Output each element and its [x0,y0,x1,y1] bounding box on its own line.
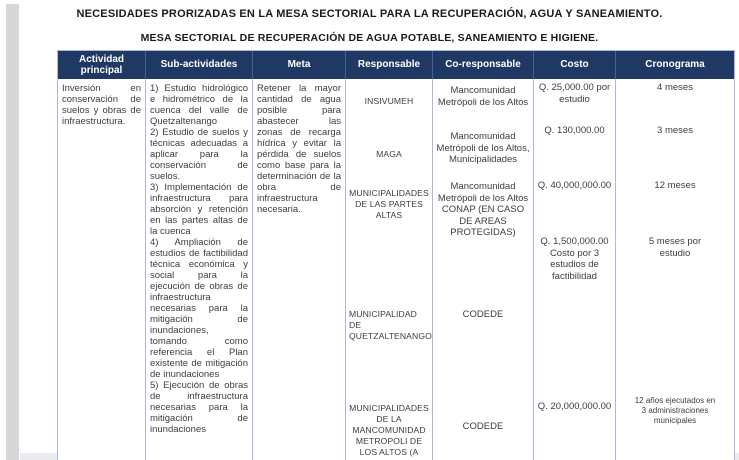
header-actividad-principal: Actividad principal [58,51,146,79]
header-costo: Costo [534,51,616,79]
header-cronograma: Cronograma [645,59,705,71]
cell-cronograma [616,79,734,460]
document-subtitle: MESA SECTORIAL DE RECUPERACIÓN DE AGUA POTABLE, SANEAMIENTO E HIGIENE. [140,32,599,44]
co-responsable-2: Mancomunidad Metrópoli de los Altos, Municipalidades [436,131,530,165]
co-responsable-4: CODEDE [462,309,504,320]
document-title: NECESIDADES PRORIZADAS EN LA MESA SECTORIAL PARA LA RECUPERACIÓN, AGUA Y SANEAMIENTO. [76,8,663,20]
sub-actividad-1: 1) Estudio hidrológico e hidrométrico de la cuenca del valle de Quetzaltenango [150,83,248,127]
sub-actividad-2: 2) Estudio de suelos y técnicas adecuadas a aplicar para la conservación de suelos. [150,127,248,182]
document-titles [0,8,739,44]
responsable-insivumeh: INSIVUMEH [364,96,414,106]
sub-actividades-list [150,83,248,435]
header-sub-actividades: Sub-actividades [146,51,253,79]
cronograma-4: 5 meses por estudio [648,236,702,259]
meta-text: Retener la mayor cantidad de agua posible para abastecer las zonas de recarga hídrica y evitar la pérdida de suelos como base para la determinación de la obra de infraestructura necesaria. [257,83,341,215]
costo-5: Q. 20,000,000.00 [537,401,612,412]
responsable-maga: MAGA [376,149,402,159]
priorities-table [57,50,735,460]
responsable-municipalidad-quetzaltenango: MUNICIPALIDAD DE QUETZALTENANGO [349,309,432,341]
responsable-mancomunidad-metropoli: MUNICIPALIDADES DE LA MANCOMUNIDAD METROPOLI DE LOS ALTOS (A [349,403,429,457]
table-header-row [58,51,734,79]
costo-1: Q. 25,000.00 por estudio [538,82,611,105]
cronograma-1: 4 meses [657,82,693,93]
header-co-responsable: Co-responsable [433,51,534,79]
costo-4: Q. 1,500,000.00 Costo por 3 estudios de factibilidad [540,236,609,282]
sub-actividad-3: 3) Implementación de infraestructura para absorción y retención en las partes altas de la cuenca [150,182,248,237]
costo-2: Q. 130,000.00 [544,125,605,136]
cronograma-2: 3 meses [657,125,693,136]
co-responsable-3: Mancomunidad Metrópoli de los Altos CONAP (EN CASO DE AREAS PROTEGIDAS) [437,181,529,238]
cell-responsable [346,79,433,460]
cell-actividad-principal [58,79,146,460]
sub-actividad-5: 5) Ejecución de obras de infraestructura necesarias para la mitigación de inundaciones [150,380,248,435]
cronograma-3: 12 meses [654,180,696,191]
co-responsable-1: Mancomunidad Metrópoli de los Altos [437,85,529,108]
sub-actividad-4: 4) Ampliación de estudios de factibilidad técnica económica y social para la ejecución de obras de infraestructura necesarias para la mitigación de inundaciones, tomando como referencia el Plan existente de mitigación de inundaciones [150,237,248,380]
co-responsable-5: CODEDE [462,421,504,432]
cell-co-responsable [433,79,534,460]
actividad-principal-text: Inversión en conservación de suelos y obras de infraestructura. [62,83,141,127]
cronograma-5: 12 años ejecutados en 3 administraciones municipales [634,396,716,425]
costo-3: Q. 40,000,000.00 [537,180,612,191]
header-meta: Meta [253,51,346,79]
cell-meta [253,79,346,460]
header-responsable: Responsable [346,51,433,79]
responsable-municipalidades-partes-altas: MUNICIPALIDADES DE LAS PARTES ALTAS [349,188,429,220]
page-left-edge [6,4,19,460]
cell-sub-actividades [146,79,253,460]
table-body-row [58,79,734,460]
cell-costo [534,79,616,460]
